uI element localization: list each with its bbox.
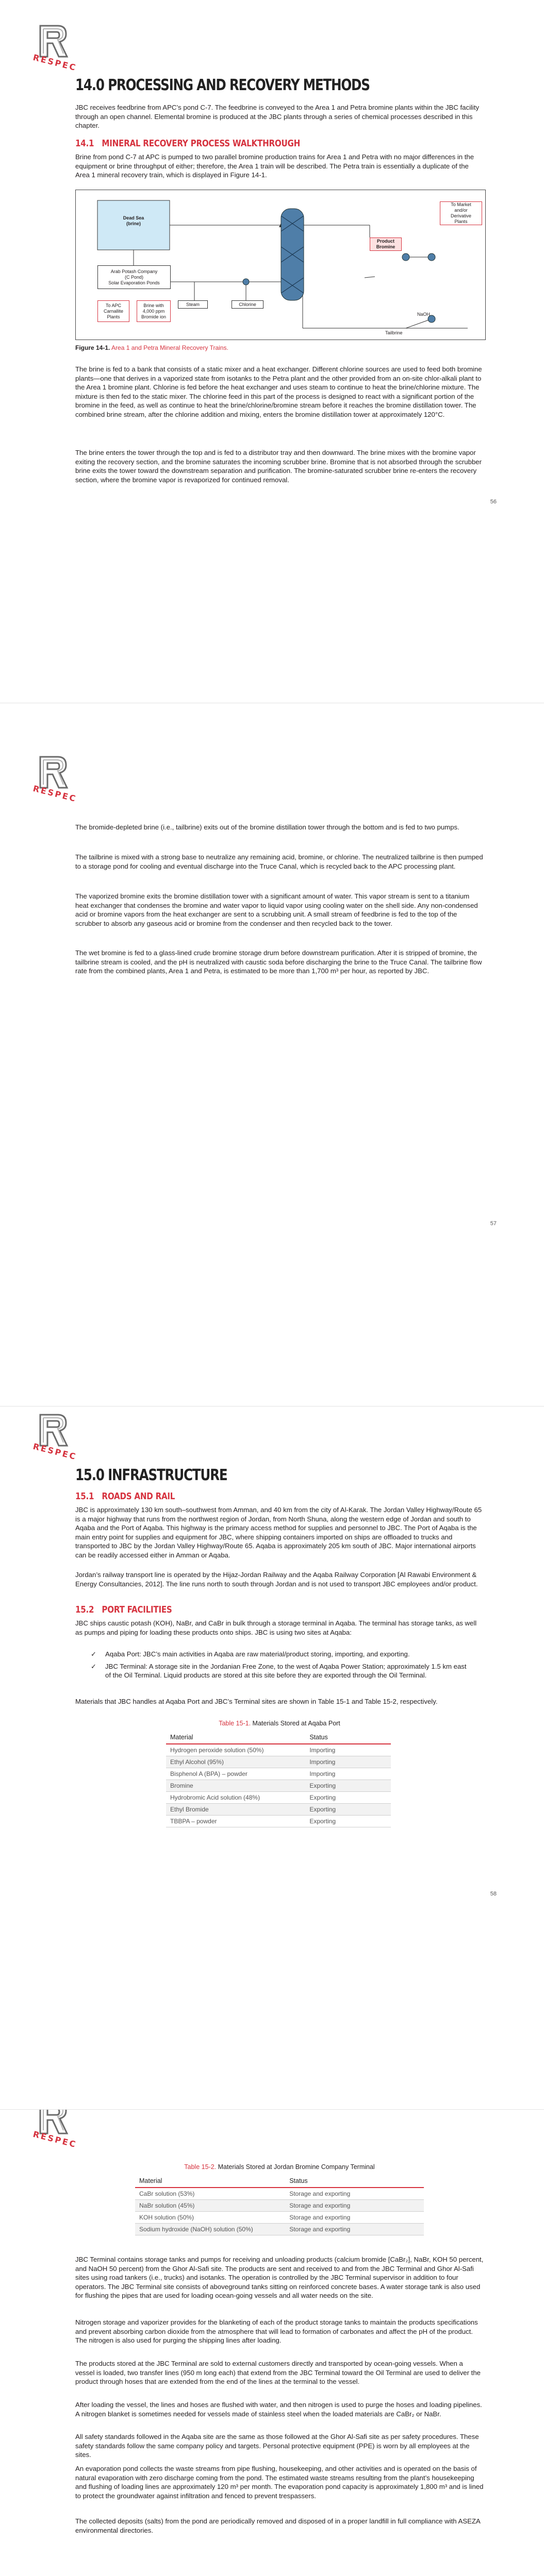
materials-table-aqaba xyxy=(166,1731,391,1827)
paragraph: Jordan’s railway transport line is operated by the Hijaz-Jordan Railway and the Aqaba Railway Corporation [Al Rawabi Environment & Energy Consultancies, 2012]. The line runs north to south through Jordan and is not used to transport JBC employees and/or product. xyxy=(75,1571,478,1588)
table-row: CaBr solution (53%) Storage and exporting xyxy=(135,2188,424,2200)
paragraph: All safety standards followed in the Aqaba site are the same as those followed at the Ghor Al-Safi site as per safety procedures. These safety standards follow the same company policy and targets. Personal protective equipment (PPE) is worn by all employees at the sites. xyxy=(75,2433,479,2459)
paragraph: JBC is approximately 130 km south–southwest from Amman, and 40 km from the city of Al-Karak. The Jordan Valley Highway/Route 65 is a major highway that runs from the northwest region of Jordan, from North Shuna, along the western edge of Jordan and south to Aqaba and the Port of Aqaba. This highway is the primary access method for supplies and personnel to JBC. The Port of Aqaba is the main entry point for supplies and equipment for JBC, where shipping containers imported on ships are offloaded to trucks and transported to JBC by the Jordan Valley Highway/Route 65. Aqaba is approximately 205 km south of JBC. Major international airports can be readily accessed either in Amman or Aqaba. xyxy=(75,1506,482,1559)
paragraph: JBC receives feedbrine from APC’s pond C-7. The feedbrine is conveyed to the Area 1 and Petra bromine plants within the JBC facility through an open channel. Elemental bromine is produced at the JBC plants through a series of chemical processes described in this chapter. xyxy=(75,104,480,129)
subsection-title: ROADS AND RAIL xyxy=(102,1491,175,1502)
section-title: 14.0 PROCESSING AND RECOVERY METHODS xyxy=(75,76,370,94)
page-58 xyxy=(0,1406,544,2110)
table-row: Ethyl Bromide Exporting xyxy=(166,1804,391,1816)
paragraph: JBC ships caustic potash (KOH), NaBr, and CaBr in bulk through a storage terminal in Aqaba. The terminal has storage tanks, as well as pumps and piping for loading these products onto ships. JBC is using two sites at Aqaba: xyxy=(75,1619,477,1636)
column-header: Material xyxy=(166,1731,305,1744)
subsection-heading xyxy=(75,1491,175,1502)
page-number: 56 xyxy=(490,499,497,505)
subsection-heading xyxy=(75,1604,172,1615)
logo-wordmark: RESPEC xyxy=(32,2129,78,2150)
table-caption-number: Table 15-1. xyxy=(219,1720,251,1727)
paragraph: The vaporized bromine exits the bromine distillation tower with a significant amount of water. This vapor stream is sent to a titanium heat exchanger that condenses the bromine and water vapor to liquid vapor using cooling water on the shell side. Any non-condensed acid or bromine vapors from the heat exchanger are sent to a scrubbing unit. A small stream of feedbrine is fed to the top of the scrubber to absorb any gaseous acid or bromine from the condenser and then recycled back to the tower. xyxy=(75,892,478,927)
table-row: Hydrobromic Acid solution (48%) Exporting xyxy=(166,1792,391,1804)
paragraph: Nitrogen storage and vaporizer provides for the blanketing of each of the product storage tanks to maintain the products specifications and prevent absorbing carbon dioxide from the atmosphere that will lead to formation of carbonates and affect the pH of the product. The nitrogen is also used for purging the shipping lines after loading. xyxy=(75,2318,478,2344)
logo-wordmark: RESPEC xyxy=(32,52,78,73)
table-caption-text: Materials Stored at Jordan Bromine Company Terminal xyxy=(218,2163,375,2171)
steam-box: Steam xyxy=(178,300,208,309)
table-caption xyxy=(75,2163,484,2171)
page-57 xyxy=(0,703,544,1406)
paragraph: The brine is fed to a bank that consists of a static mixer and a heat exchanger. Different chlorine sources are used to feed both bromine plants—one that derives in a vaporized state from isotanks to the Petra plant and the other provided from an on-site chlor-alkali plant to the Area 1 bromine plant. Chlorine is fed before the heat exchanger and uses steam to continue to heat the brine/chlorine mixture. The mixture is then fed to the static mixer. The chlorine feed in this part of the process is designed to react with a significant portion of the bromine in the feed, as well as continue to heat the brine/chlorine/bromine stream before it reaches the bromine distillation tower. The combined brine stream, after the chlorine addition and mixing, enters the bromine distillation tower at approximately 120°C. xyxy=(75,365,482,418)
logo-mark-icon xyxy=(35,756,71,789)
paragraph: The wet bromine is fed to a glass-lined crude bromine storage drum before downstream purification. After it is stripped of bromine, the tailbrine stream is cooled, and the pH is neutralized with caustic soda before discharging the brine to the Truce Canal. The tailbrine flow rate from the combined plants, Area 1 and Petra, is estimated to be more than 1,700 m³ per hour, as reported by JBC. xyxy=(75,949,482,975)
list-item: ✓ Aqaba Port: JBC’s main activities in Aqaba are raw material/product storing, importing, and exporting. xyxy=(91,1650,410,1658)
table-caption xyxy=(75,1720,484,1727)
table-row: Bromine Exporting xyxy=(166,1780,391,1792)
page-number: 57 xyxy=(490,1221,497,1227)
chlorine-box: Chlorine xyxy=(232,300,263,309)
subsection-title: PORT FACILITIES xyxy=(102,1604,172,1615)
respec-logo xyxy=(27,1414,84,1463)
logo-mark-icon xyxy=(35,1414,71,1447)
table-row: Sodium hydroxide (NaOH) solution (50%) Storage and exporting xyxy=(135,2224,424,2235)
logo-wordmark: RESPEC xyxy=(32,783,78,804)
column-header: Material xyxy=(135,2175,285,2188)
subsection-number: 14.1 xyxy=(75,138,94,149)
to-market-box: To Market and/or Derivative Plants xyxy=(440,201,482,225)
table-row: Hydrogen peroxide solution (50%) Importing xyxy=(166,1744,391,1756)
paragraph: The brine enters the tower through the top and is fed to a distributor tray and then downward. The brine mixes with the bromine vapor exiting the recovery section, and the bromine saturates the incoming scrubber brine. Bromine that is not absorbed through the scrubber brine exits the tower toward the downstream separation and purification. The bromine-saturated scrubber brine re-enters the recovery section, where the bromine vapor is revaporized for continued removal. xyxy=(75,449,482,484)
paragraph: Materials that JBC handles at Aqaba Port and JBC’s Terminal sites are shown in Table 15-1 and Table 15-2, respectively. xyxy=(75,1698,438,1705)
process-flow-diagram xyxy=(75,190,486,340)
naoh-label: NaOH xyxy=(417,312,431,317)
materials-table-terminal xyxy=(135,2175,424,2235)
table-row: Bisphenol A (BPA) – powder Importing xyxy=(166,1768,391,1780)
dead-sea-label: Dead Sea (brine) xyxy=(123,215,144,226)
page-number: 58 xyxy=(490,1891,497,1897)
table-caption-number: Table 15-2. xyxy=(184,2163,217,2171)
figure-caption xyxy=(75,344,228,351)
paragraph: Brine from pond C-7 at APC is pumped to two parallel bromine production trains for Area 1 and Petra with no major differences in the equipment or brine throughput of either; therefore, the Area 1 train will be described. The Petra train is essentially a duplicate of the Area 1 mineral recovery train, which is displayed in Figure 14-1. xyxy=(75,153,474,179)
figure-caption-number: Figure 14-1. xyxy=(75,344,110,351)
figure-caption-text: Area 1 and Petra Mineral Recovery Trains. xyxy=(111,344,228,351)
paragraph: An evaporation pond collects the waste streams from pipe flushing, housekeeping, and other activities and is operated on the basis of natural evaporation with zero discharge coming from the pond. The estimated waste streams resulting from the plant’s housekeeping and flushing of loading lines are approximately 120 m³ per month. The evaporation pond capacity is approximately 1,800 m³ and is lined to protect the groundwater against infiltration and fenced to prevent trespassers. xyxy=(75,2465,484,2500)
paragraph: The tailbrine is mixed with a strong base to neutralize any remaining acid, bromine, or chlorine. The neutralized tailbrine is then pumped to a storage pond for cooling and eventual discharge into the Truce Canal, which is recycled back to the APC processing plant. xyxy=(75,853,483,870)
column-header: Status xyxy=(285,2175,424,2188)
brine-box: Brine with 4,000 ppm Bromide ion xyxy=(137,300,171,322)
checkmark-icon: ✓ xyxy=(91,1662,97,1670)
paragraph: After loading the vessel, the lines and hoses are flushed with water, and then nitrogen is used to purge the hoses and loading pipelines. A nitrogen blanket is sometimes needed for vessels made of stainless steel when the loaded materials are CaBr₂ or NaBr. xyxy=(75,2401,482,2418)
paragraph: The bromide-depleted brine (i.e., tailbrine) exits out of the bromine distillation tower through the bottom and is fed to two pumps. xyxy=(75,823,459,831)
respec-logo xyxy=(27,25,84,74)
list-item: ✓ JBC Terminal: A storage site in the Jordanian Free Zone, to the west of Aqaba Power Station; approximately 1.5 km east of the Oil Terminal. Liquid products are stored at this site before they are exported through the Oil Terminal. xyxy=(91,1662,467,1679)
paragraph: The collected deposits (salts) from the pond are periodically removed and disposed of in a proper landfill in full compliance with ASEZA environmental directories. xyxy=(75,2517,481,2534)
respec-logo xyxy=(27,756,84,805)
paragraph: The products stored at the JBC Terminal are sold to external customers directly and transported by ocean-going vessels. When a vessel is loaded, two transfer lines (950 m long each) that extend from the JBC Terminal toward the Oil Terminal are used to deliver the product through hoses that are extended from the end of the lines at the terminal to the vessel. xyxy=(75,2360,481,2385)
subsection-title: MINERAL RECOVERY PROCESS WALKTHROUGH xyxy=(102,138,301,149)
section-title: 15.0 INFRASTRUCTURE xyxy=(75,1466,227,1484)
paragraph: JBC Terminal contains storage tanks and pumps for receiving and unloading products (calcium bromide [CaBr₂], NaBr, KOH 50 percent, and NaOH 50 percent) from the Ghor Al-Safi site. The products are sent and received to and from the JBC Terminal and Ghor Al-Safi sites using road tankers (i.e., trucks) and isotanks. The operation is controlled by the JBC Terminal supervisor in addition to four operators. The JBC Terminal site consists of aboveground tanks sitting on reinforced concrete bases. A water storage tank is also used for flushing the pipes that are used for loading ocean-going vessels and all water needs on the site. xyxy=(75,2256,484,2299)
table-row: TBBPA – powder Exporting xyxy=(166,1816,391,1827)
arab-potash-box: Arab Potash Company (C Pond) Solar Evaporation Ponds xyxy=(97,265,171,289)
subsection-number: 15.2 xyxy=(75,1604,94,1615)
logo-mark-icon xyxy=(35,25,71,58)
table-caption-text: Materials Stored at Aqaba Port xyxy=(252,1720,340,1727)
table-row: KOH solution (50%) Storage and exporting xyxy=(135,2212,424,2224)
page-56 xyxy=(0,0,544,703)
product-bromine-box: Product Bromine xyxy=(370,238,402,251)
table-row: Ethyl Alcohol (95%) Importing xyxy=(166,1756,391,1768)
page-59 xyxy=(0,2110,544,2576)
subsection-number: 15.1 xyxy=(75,1491,94,1502)
table-row: NaBr solution (45%) Storage and exporting xyxy=(135,2200,424,2212)
column-header: Status xyxy=(305,1731,391,1744)
subsection-heading xyxy=(75,138,300,149)
to-apc-box: To APC Carnallite Plants xyxy=(97,300,129,322)
checkmark-icon: ✓ xyxy=(91,1650,97,1658)
port-sites-list xyxy=(91,1650,472,1683)
respec-logo xyxy=(27,2110,84,2151)
logo-wordmark: RESPEC xyxy=(32,1441,78,1462)
tailbrine-label: Tailbrine xyxy=(385,330,403,335)
